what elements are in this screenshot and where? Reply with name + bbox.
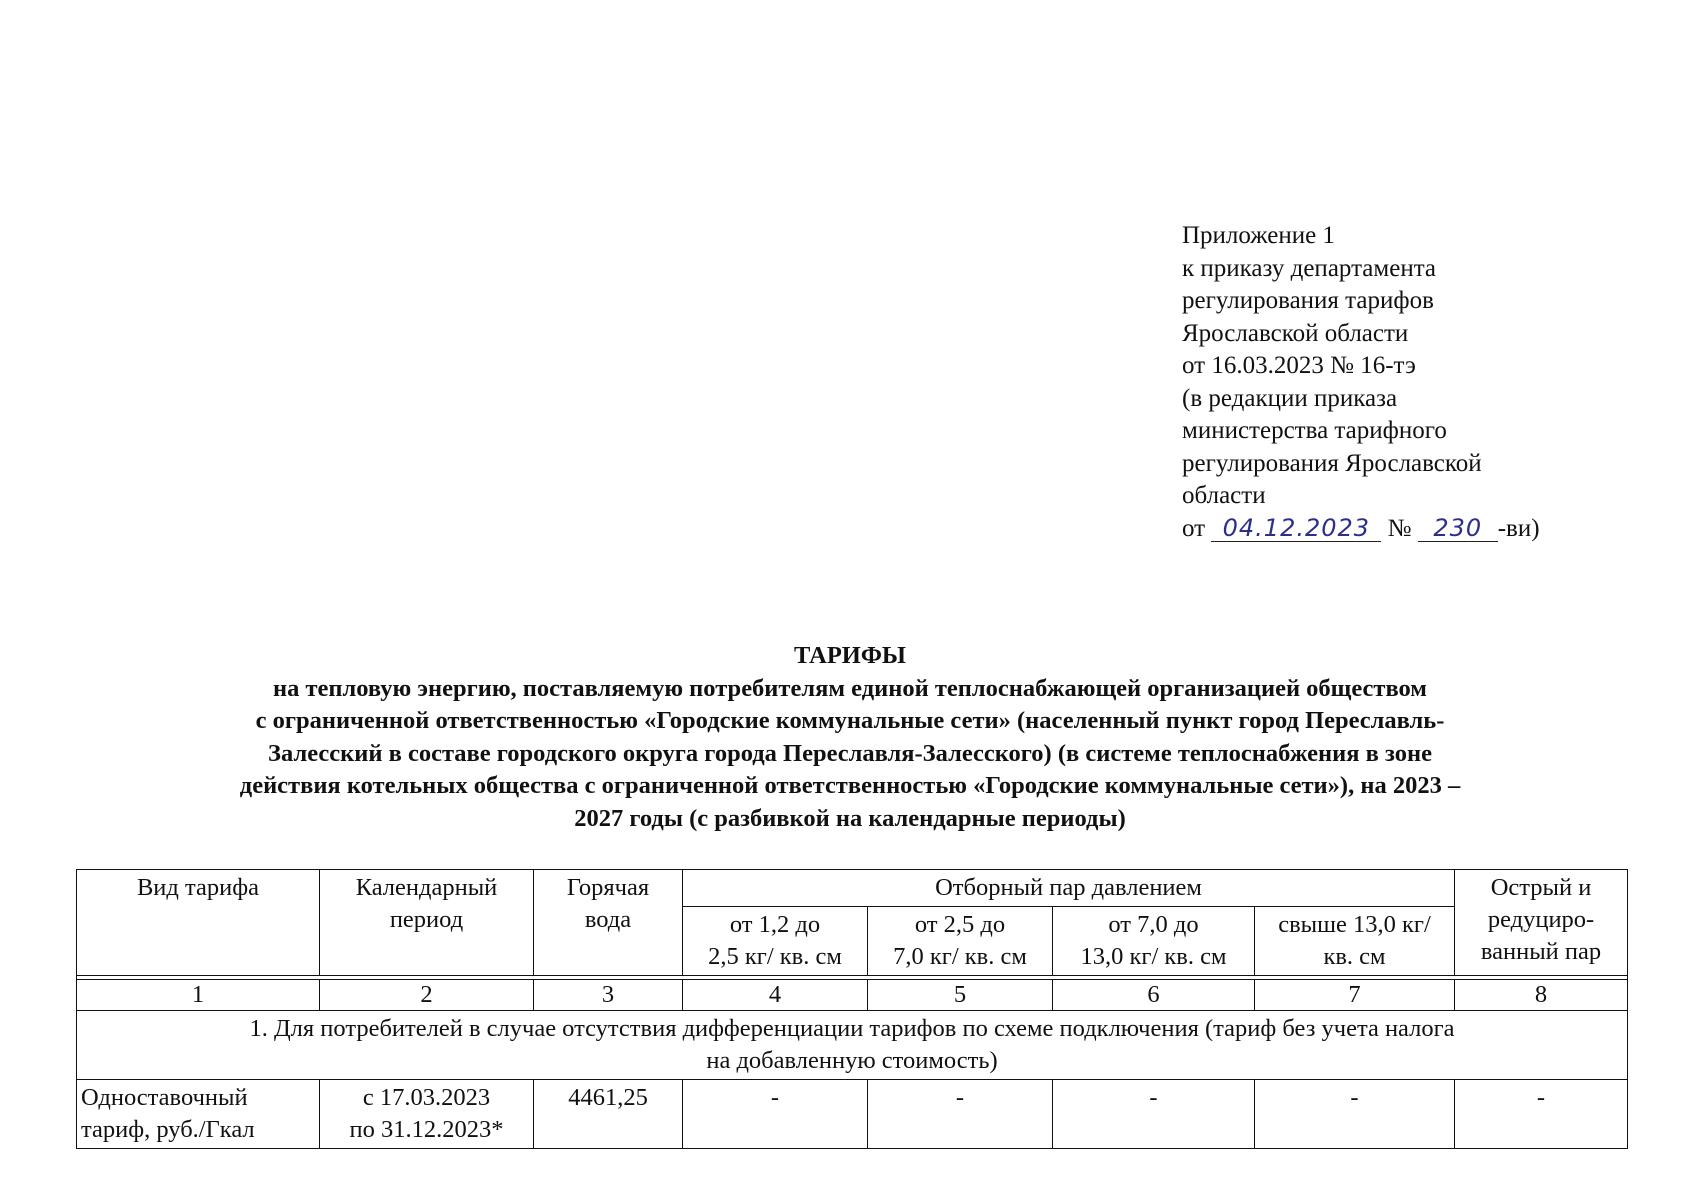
appendix-line: Ярославской области (1182, 319, 1409, 347)
cell-tariff-type: Одноставочный тариф, руб./Гкал (77, 1080, 320, 1149)
document-title (120, 640, 1580, 835)
appendix-line: к приказу департамента (1182, 254, 1437, 282)
title-line: действия котельных общества с ограниченной ответственностью «Городские коммунальные сети»), на 2023 – (239, 772, 1461, 799)
header-row (77, 870, 1628, 907)
title-line: на тепловую энергию, поставляемую потребителям единой теплоснабжающей организацией обществом (272, 674, 1427, 702)
amendment-suffix: -ви) (1497, 514, 1540, 542)
appendix-block (1182, 220, 1622, 545)
handwritten-number: 230 (1418, 515, 1498, 542)
header-steam-3: от 7,0 до 13,0 кг/ кв. см (1053, 907, 1255, 976)
title-heading: ТАРИФЫ (794, 642, 906, 669)
header-hot-water: Горячая вода (534, 870, 683, 976)
cell-steam-3: - (1053, 1080, 1255, 1149)
header-steam-4: свыше 13,0 кг/ кв. см (1255, 907, 1455, 976)
appendix-line: министерства тарифного (1182, 417, 1447, 444)
cell-hot-water: 4461,25 (534, 1080, 683, 1149)
title-line: с ограниченной ответственностью «Городские коммунальные сети» (населенный пункт город Переславль- (255, 707, 1445, 734)
number-sign: № (1381, 514, 1418, 542)
header-steam-group: Отборный пар давлением (683, 870, 1455, 907)
appendix-line: Приложение 1 (1182, 222, 1335, 249)
appendix-line: области (1182, 482, 1266, 509)
cell-sharp-steam: - (1455, 1080, 1628, 1149)
handwritten-date: 04.12.2023 (1211, 515, 1381, 542)
column-number: 8 (1455, 980, 1628, 1011)
cell-steam-4: - (1255, 1080, 1455, 1149)
header-period: Календарный период (320, 870, 534, 976)
column-number: 1 (77, 980, 320, 1011)
cell-period: с 17.03.2023 по 31.12.2023* (320, 1080, 534, 1149)
section-heading: 1. Для потребителей в случае отсутствия дифференциации тарифов по схеме подключения (тариф без учета налога на добавленную стоимость) (77, 1011, 1628, 1080)
cell-steam-2: - (868, 1080, 1053, 1149)
column-number: 4 (683, 980, 868, 1011)
table-row (77, 1080, 1628, 1149)
amendment-prefix: от (1182, 514, 1212, 542)
appendix-line: регулирования Ярославской (1182, 449, 1482, 477)
amendment-order-line (1182, 513, 1622, 546)
column-number-row (77, 980, 1628, 1011)
header-tariff-type: Вид тарифа (77, 870, 320, 976)
appendix-line: регулирования тарифов (1182, 287, 1434, 314)
column-number: 2 (320, 980, 534, 1011)
column-number: 3 (534, 980, 683, 1011)
title-line: 2027 годы (с разбивкой на календарные периоды) (574, 804, 1126, 832)
section-row (77, 1011, 1628, 1080)
header-steam-1: от 1,2 до 2,5 кг/ кв. см (683, 907, 868, 976)
title-line: Залесский в составе городского округа города Переславля-Залесского) (в системе теплоснабжения в зоне (268, 739, 1432, 767)
tariffs-table (76, 869, 1628, 1149)
appendix-line: (в редакции приказа (1182, 384, 1398, 412)
header-steam-2: от 2,5 до 7,0 кг/ кв. см (868, 907, 1053, 976)
header-sharp-steam: Острый и редуциро- ванный пар (1455, 870, 1628, 976)
column-number: 6 (1053, 980, 1255, 1011)
column-number: 7 (1255, 980, 1455, 1011)
appendix-line: от 16.03.2023 № 16-тэ (1182, 352, 1416, 379)
cell-steam-1: - (683, 1080, 868, 1149)
column-number: 5 (868, 980, 1053, 1011)
